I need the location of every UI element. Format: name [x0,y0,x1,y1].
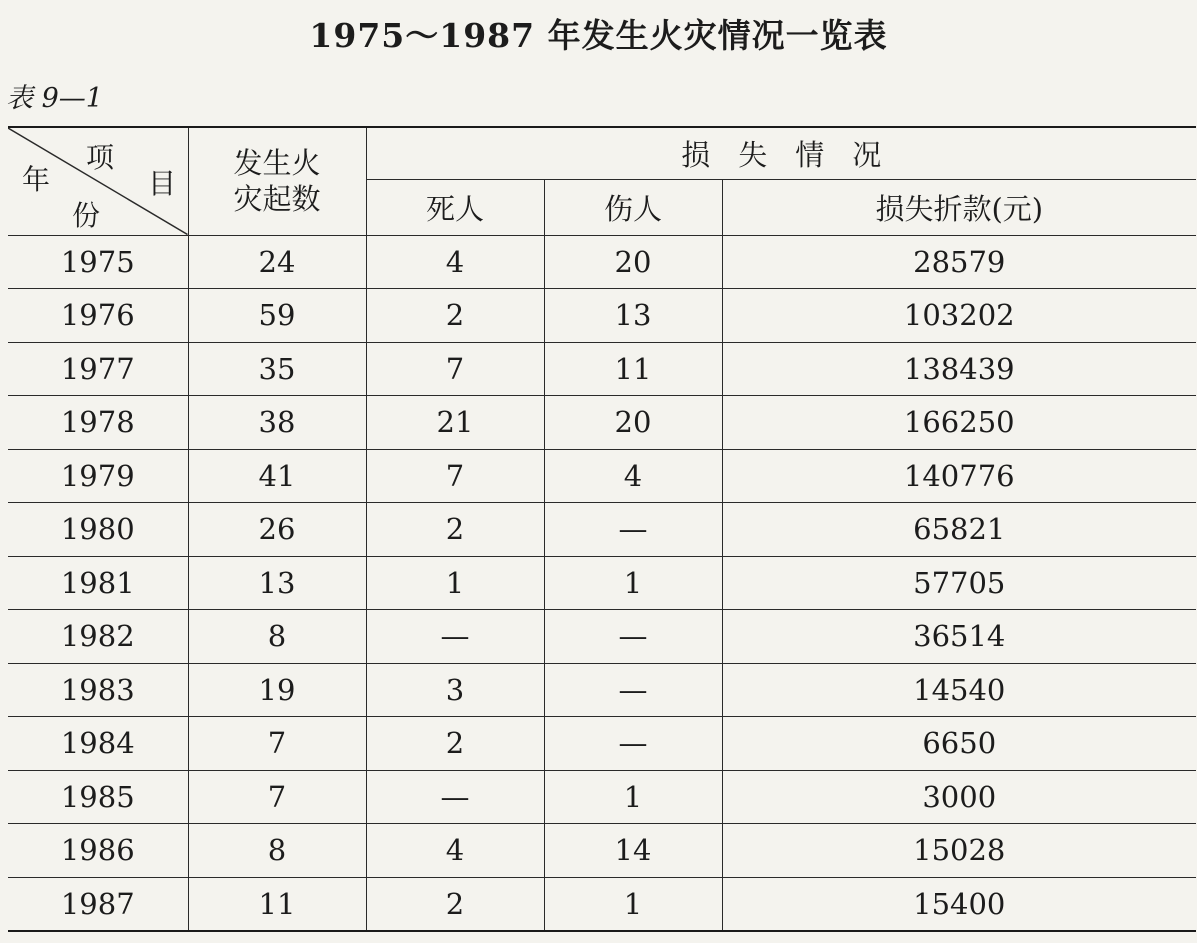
diagonal-header-cell [8,127,188,235]
year-cell: 1984 [8,717,188,771]
injuries-cell: 20 [544,396,722,450]
header-loss-group: 损失情况 [366,127,1196,179]
deaths-cell: 2 [366,289,544,343]
table-row [8,663,1196,717]
loss-cell: 57705 [722,556,1196,610]
fire-count-cell: 8 [188,824,366,878]
fire-count-cell: 24 [188,235,366,289]
table-row [8,556,1196,610]
fire-count-cell: 41 [188,449,366,503]
header-deaths: 死人 [366,179,544,235]
loss-cell: 138439 [722,342,1196,396]
deaths-cell: — [366,770,544,824]
injuries-cell: — [544,610,722,664]
deaths-cell: 2 [366,877,544,931]
loss-cell: 36514 [722,610,1196,664]
fire-count-cell: 35 [188,342,366,396]
table-row [8,770,1196,824]
deaths-cell: 2 [366,503,544,557]
year-cell: 1976 [8,289,188,343]
table-row [8,396,1196,450]
table-row [8,289,1196,343]
injuries-cell: 4 [544,449,722,503]
header-loss-amount: 损失折款(元) [722,179,1196,235]
header-fire-count-line2: 灾起数 [233,182,321,217]
table-row [8,610,1196,664]
deaths-cell: 3 [366,663,544,717]
year-cell: 1985 [8,770,188,824]
deaths-cell: 7 [366,449,544,503]
table-row [8,449,1196,503]
header-row-1 [8,127,1196,179]
injuries-cell: — [544,717,722,771]
year-cell: 1982 [8,610,188,664]
fire-count-cell: 8 [188,610,366,664]
header-fire-count-line1: 发生火 [233,146,321,181]
header-fire-count [188,127,366,235]
table-label: 表 9—1 [6,83,103,114]
loss-cell: 3000 [722,770,1196,824]
page-title: 1975～1987 年发生火灾情况一览表 [309,16,888,55]
loss-cell: 103202 [722,289,1196,343]
header-injuries: 伤人 [544,179,722,235]
table-row [8,824,1196,878]
injuries-cell: — [544,663,722,717]
year-cell: 1980 [8,503,188,557]
year-cell: 1987 [8,877,188,931]
table-row [8,503,1196,557]
fire-count-cell: 11 [188,877,366,931]
year-cell: 1981 [8,556,188,610]
injuries-cell: 1 [544,877,722,931]
table-row [8,342,1196,396]
fire-count-cell: 59 [188,289,366,343]
loss-cell: 15028 [722,824,1196,878]
injuries-cell: 11 [544,342,722,396]
table-row [8,877,1196,931]
year-cell: 1978 [8,396,188,450]
header-item-label-2: 目 [148,167,177,200]
fire-count-cell: 7 [188,717,366,771]
header-year-label-2: 份 [72,199,101,232]
fire-count-cell: 38 [188,396,366,450]
injuries-cell: 13 [544,289,722,343]
deaths-cell: 7 [366,342,544,396]
injuries-cell: — [544,503,722,557]
loss-cell: 14540 [722,663,1196,717]
header-item-label: 项 [86,141,115,174]
year-cell: 1983 [8,663,188,717]
deaths-cell: 2 [366,717,544,771]
year-cell: 1979 [8,449,188,503]
fire-statistics-table [8,126,1196,932]
table-row [8,717,1196,771]
year-cell: 1977 [8,342,188,396]
loss-cell: 28579 [722,235,1196,289]
deaths-cell: 21 [366,396,544,450]
loss-cell: 65821 [722,503,1196,557]
deaths-cell: 4 [366,235,544,289]
deaths-cell: 4 [366,824,544,878]
injuries-cell: 14 [544,824,722,878]
injuries-cell: 20 [544,235,722,289]
fire-count-cell: 19 [188,663,366,717]
loss-cell: 140776 [722,449,1196,503]
header-year-label: 年 [22,163,51,196]
injuries-cell: 1 [544,770,722,824]
loss-cell: 6650 [722,717,1196,771]
year-cell: 1975 [8,235,188,289]
fire-count-cell: 7 [188,770,366,824]
fire-count-cell: 13 [188,556,366,610]
deaths-cell: 1 [366,556,544,610]
table-row [8,235,1196,289]
year-cell: 1986 [8,824,188,878]
injuries-cell: 1 [544,556,722,610]
loss-cell: 166250 [722,396,1196,450]
loss-cell: 15400 [722,877,1196,931]
deaths-cell: — [366,610,544,664]
fire-count-cell: 26 [188,503,366,557]
